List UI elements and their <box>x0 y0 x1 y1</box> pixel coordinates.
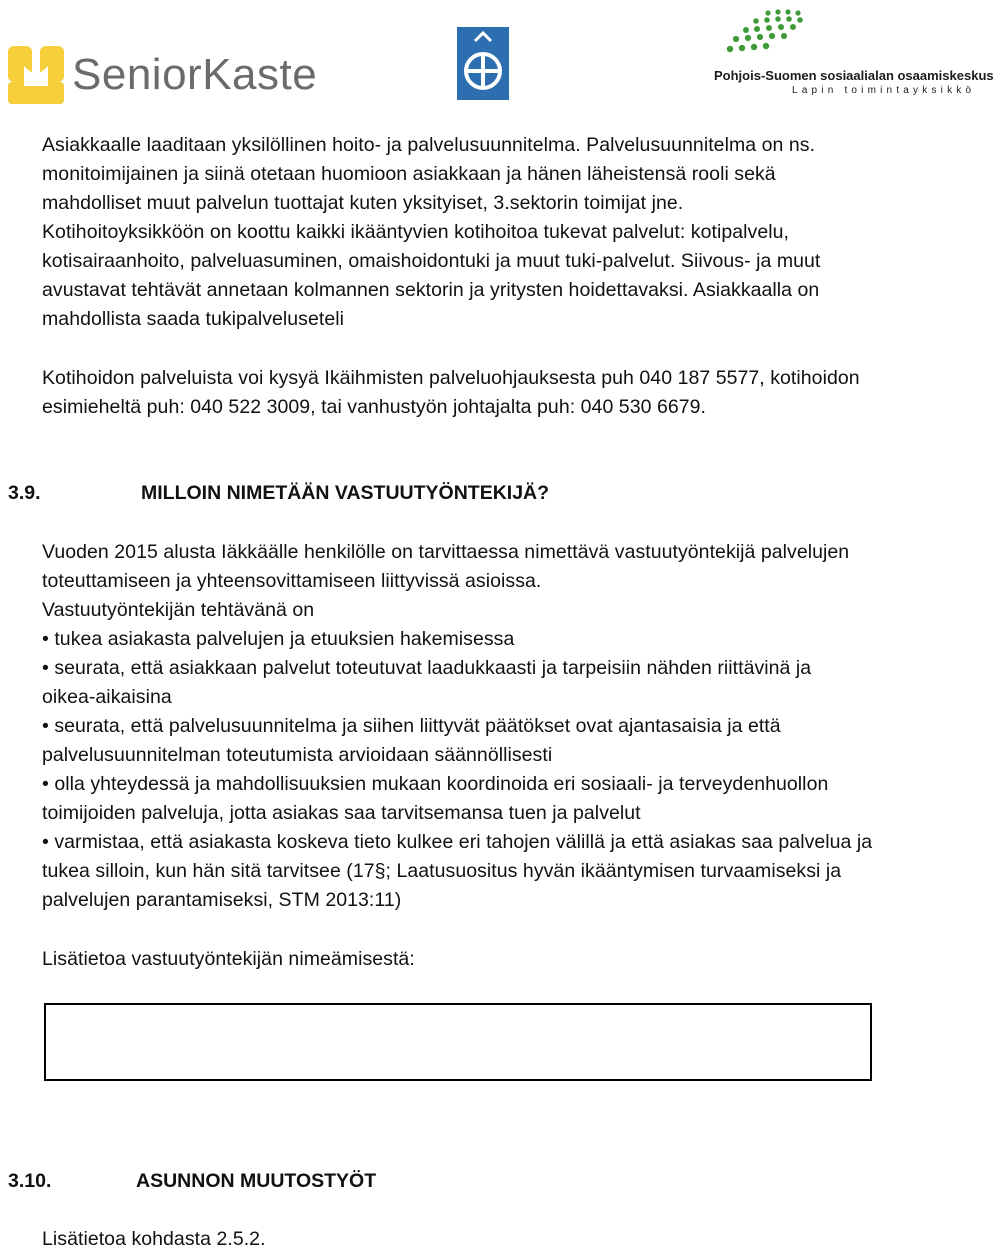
intro-line: avustavat tehtävät annetaan kolmannen sektorin ja yritysten hoidettavaksi. Asiakkaalla on <box>42 279 820 301</box>
intro-line: kotisairaanhoito, palveluasuminen, omaishoidontuki ja muut tuki-palvelut. Siivous- ja muut <box>42 250 821 272</box>
logo-psos <box>712 8 994 98</box>
shield-logo-icon <box>457 27 509 100</box>
seniorikaste-wordmark: SeniorKaste <box>72 50 318 99</box>
more-info-label: Lisätietoa vastuutyöntekijän nimeämisestä: <box>42 948 415 970</box>
intro-line: monitoimijainen ja siinä otetaan huomioon asiakkaan ja hänen läheistensä rooli sekä <box>42 163 776 185</box>
contact-line: esimieheltä puh: 040 522 3009, tai vanhustyön johtajalta puh: 040 530 6679. <box>42 396 707 418</box>
body-line: toteuttamiseen ja yhteensovittamiseen liittyvissä asioissa. <box>42 570 542 592</box>
intro-line: Kotihoitoyksikköön on koottu kaikki ikääntyvien kotihoitoa tukevat palvelut: kotipalvelu, <box>42 221 789 243</box>
body-line: toimijoiden palveluja, jotta asiakas saa tarvitsemansa tuen ja palvelut <box>42 802 641 824</box>
section-number: 3.10. <box>8 1170 52 1192</box>
section-number: 3.9. <box>8 482 41 504</box>
body-line: palvelusuunnitelman toteutumista arvioidaan säännöllisesti <box>42 744 553 766</box>
section-title: MILLOIN NIMETÄÄN VASTUUTYÖNTEKIJÄ? <box>141 482 550 504</box>
bullet-item: • varmistaa, että asiakasta koskeva tieto kulkee eri tahojen välillä ja että asiakas saa palvelua ja <box>42 831 873 853</box>
contact-line: Kotihoidon palveluista voi kysyä Ikäihmisten palveluohjauksesta puh 040 187 5577, kotihoidon <box>42 367 860 389</box>
body-line: Vastuutyöntekijän tehtävänä on <box>42 599 315 621</box>
body-line: palvelujen parantamiseksi, STM 2013:11) <box>42 889 402 911</box>
bullet-item: • olla yhteydessä ja mahdollisuuksien mukaan koordinoida eri sosiaali- ja terveydenhuollon <box>42 773 829 795</box>
body-line: tukea silloin, kun hän sitä tarvitsee (17§; Laatusuositus hyvän ikääntymisen turvaamiseksi ja <box>42 860 842 882</box>
heart-logo-icon <box>6 42 68 106</box>
bullet-item: • seurata, että palvelusuunnitelma ja siihen liittyvät päätökset ovat ajantasaisia ja että <box>42 715 781 737</box>
psos-title: Pohjois-Suomen sosiaalialan osaamiskeskus <box>714 68 994 83</box>
bullet-item: • tukea asiakasta palvelujen ja etuuksien hakemisessa <box>42 628 515 650</box>
section-title: ASUNNON MUUTOSTYÖT <box>136 1170 377 1192</box>
more-info-box[interactable] <box>44 1003 872 1081</box>
body-line: oikea-aikaisina <box>42 686 172 708</box>
intro-line: Asiakkaalle laaditaan yksilöllinen hoito- ja palvelusuunnitelma. Palvelusuunnitelma on ns. <box>42 134 816 156</box>
logo-shield <box>457 27 509 100</box>
intro-line: mahdollista saada tukipalveluseteli <box>42 308 345 330</box>
dots-logo-icon <box>726 8 816 58</box>
section-body-line: Lisätietoa kohdasta 2.5.2. <box>42 1228 266 1250</box>
psos-subtitle: Lapin toimintayksikkö <box>792 85 976 96</box>
logo-seniorikaste <box>6 42 346 106</box>
intro-line: mahdolliset muut palvelun tuottajat kuten yksityiset, 3.sektorin toimijat jne. <box>42 192 684 214</box>
body-line: Vuoden 2015 alusta Iäkkäälle henkilölle on tarvittaessa nimettävä vastuutyöntekijä palvelujen <box>42 541 850 563</box>
bullet-item: • seurata, että asiakkaan palvelut toteutuvat laadukkaasti ja tarpeisiin nähden riittävinä ja <box>42 657 812 679</box>
